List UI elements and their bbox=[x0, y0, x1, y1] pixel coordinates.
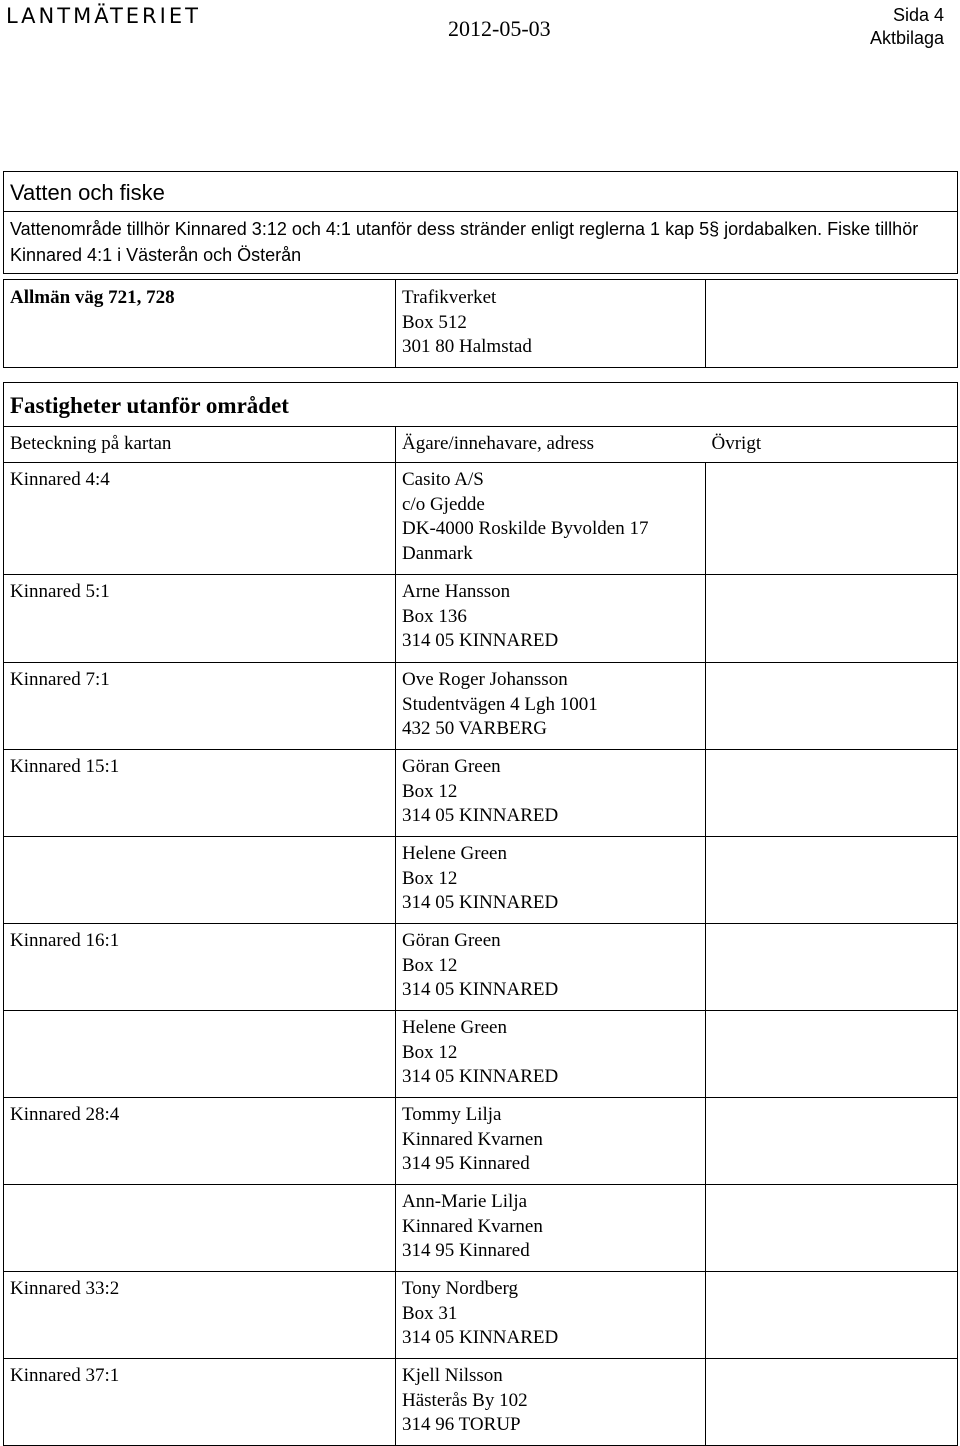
property-other bbox=[706, 663, 958, 750]
table-row bbox=[4, 924, 958, 1011]
road-label: Allmän väg 721, 728 bbox=[4, 280, 396, 368]
property-designation bbox=[4, 1185, 396, 1272]
owner-line: Danmark bbox=[402, 542, 473, 564]
owner-line: Box 31 bbox=[402, 1302, 458, 1324]
property-other bbox=[706, 463, 958, 575]
table-row bbox=[4, 1359, 958, 1446]
property-other bbox=[706, 1359, 958, 1446]
property-designation: Kinnared 37:1 bbox=[4, 1359, 396, 1446]
owner-line: Helene Green bbox=[402, 843, 507, 864]
table-row bbox=[4, 663, 958, 750]
road-owner-name: Trafikverket bbox=[402, 287, 497, 308]
owner-line: 314 05 KINNARED bbox=[402, 1327, 559, 1348]
document-date: 2012-05-03 bbox=[448, 16, 551, 41]
property-owner bbox=[396, 575, 706, 663]
owner-line: 314 05 KINNARED bbox=[402, 630, 559, 651]
owner-line: 314 96 TORUP bbox=[402, 1414, 521, 1435]
table-row bbox=[4, 463, 958, 575]
owner-line: 314 95 Kinnared bbox=[402, 1240, 530, 1261]
property-other bbox=[706, 924, 958, 1011]
owner-line: Tony Nordberg bbox=[402, 1278, 518, 1299]
owner-line: Göran Green bbox=[402, 756, 501, 777]
owner-line: Ann-Marie Lilja bbox=[402, 1191, 528, 1212]
owner-line: Kinnared Kvarnen bbox=[402, 1128, 543, 1150]
owner-line: Helene Green bbox=[402, 1017, 507, 1038]
outside-properties-table bbox=[3, 382, 958, 1446]
owner-line: Box 12 bbox=[402, 1041, 458, 1063]
owner-line: Arne Hansson bbox=[402, 581, 511, 602]
property-designation: Kinnared 4:4 bbox=[4, 463, 396, 575]
lantmateriet-logo: LANTMÄTERIET bbox=[6, 4, 201, 28]
column-header-designation: Beteckning på kartan bbox=[4, 427, 396, 463]
property-other bbox=[706, 837, 958, 924]
page-number: Sida 4 bbox=[892, 5, 944, 25]
table-row bbox=[4, 837, 958, 924]
owner-line: Hästerås By 102 bbox=[402, 1389, 528, 1411]
owner-line: Tommy Lilja bbox=[402, 1104, 502, 1125]
owner-line: 314 05 KINNARED bbox=[402, 892, 559, 913]
outside-properties-title: Fastigheter utanför området bbox=[4, 383, 958, 427]
property-designation bbox=[4, 837, 396, 924]
road-owner bbox=[396, 280, 706, 368]
owner-line: Box 136 bbox=[402, 605, 467, 627]
owner-line: Kjell Nilsson bbox=[402, 1365, 503, 1386]
water-fishing-table bbox=[3, 171, 958, 274]
property-other bbox=[706, 1011, 958, 1098]
property-designation: Kinnared 28:4 bbox=[4, 1098, 396, 1185]
property-designation: Kinnared 5:1 bbox=[4, 575, 396, 663]
property-owner bbox=[396, 1185, 706, 1272]
property-owner bbox=[396, 750, 706, 837]
road-owner-box: Box 512 bbox=[402, 311, 467, 333]
property-designation: Kinnared 15:1 bbox=[4, 750, 396, 837]
property-designation: Kinnared 33:2 bbox=[4, 1272, 396, 1359]
owner-line: DK-4000 Roskilde Byvolden 17 bbox=[402, 518, 649, 539]
table-row bbox=[4, 1272, 958, 1359]
property-other bbox=[706, 1185, 958, 1272]
owner-line: c/o Gjedde bbox=[402, 493, 485, 515]
property-designation: Kinnared 7:1 bbox=[4, 663, 396, 750]
property-owner bbox=[396, 663, 706, 750]
property-owner bbox=[396, 924, 706, 1011]
owner-line: Göran Green bbox=[402, 930, 501, 951]
owner-line: 314 05 KINNARED bbox=[402, 1066, 559, 1087]
table-row bbox=[4, 1185, 958, 1272]
property-designation: Kinnared 16:1 bbox=[4, 924, 396, 1011]
water-fishing-text: Vattenområde tillhör Kinnared 3:12 och 4:1 utanför dess stränder enligt reglerna 1 kap 5§ jordabalken. Fiske tillhör Kinnared 4:1 i Västerån och Österån bbox=[4, 212, 958, 274]
property-owner bbox=[396, 1098, 706, 1185]
table-row bbox=[4, 575, 958, 663]
owner-line: Ove Roger Johansson bbox=[402, 669, 568, 690]
owner-line: Kinnared Kvarnen bbox=[402, 1215, 543, 1237]
property-owner bbox=[396, 463, 706, 575]
owner-line: Box 12 bbox=[402, 867, 458, 889]
table-row bbox=[4, 750, 958, 837]
column-header-owner: Ägare/innehavare, adress bbox=[396, 427, 706, 463]
owner-line: Box 12 bbox=[402, 780, 458, 802]
owner-line: 314 05 KINNARED bbox=[402, 805, 559, 826]
owner-line: Casito A/S bbox=[402, 469, 484, 490]
property-other bbox=[706, 1272, 958, 1359]
owner-line: 314 05 KINNARED bbox=[402, 979, 559, 1000]
table-row bbox=[4, 1011, 958, 1098]
property-other bbox=[706, 750, 958, 837]
owner-line: Studentvägen 4 Lgh 1001 bbox=[402, 693, 598, 715]
owner-line: 432 50 VARBERG bbox=[402, 718, 547, 739]
table-row bbox=[4, 1098, 958, 1185]
property-owner bbox=[396, 1011, 706, 1098]
attachment-label: Aktbilaga bbox=[869, 28, 944, 48]
road-owner-city: 301 80 Halmstad bbox=[402, 336, 532, 357]
property-designation bbox=[4, 1011, 396, 1098]
owner-line: 314 95 Kinnared bbox=[402, 1153, 530, 1174]
property-owner bbox=[396, 1272, 706, 1359]
owner-line: Box 12 bbox=[402, 954, 458, 976]
road-other bbox=[706, 280, 958, 368]
property-owner bbox=[396, 837, 706, 924]
column-header-other: Övrigt bbox=[706, 427, 958, 463]
water-fishing-title: Vatten och fiske bbox=[4, 172, 958, 212]
property-owner bbox=[396, 1359, 706, 1446]
page-info bbox=[870, 4, 944, 50]
property-other bbox=[706, 575, 958, 663]
property-other bbox=[706, 1098, 958, 1185]
road-table bbox=[3, 279, 958, 368]
